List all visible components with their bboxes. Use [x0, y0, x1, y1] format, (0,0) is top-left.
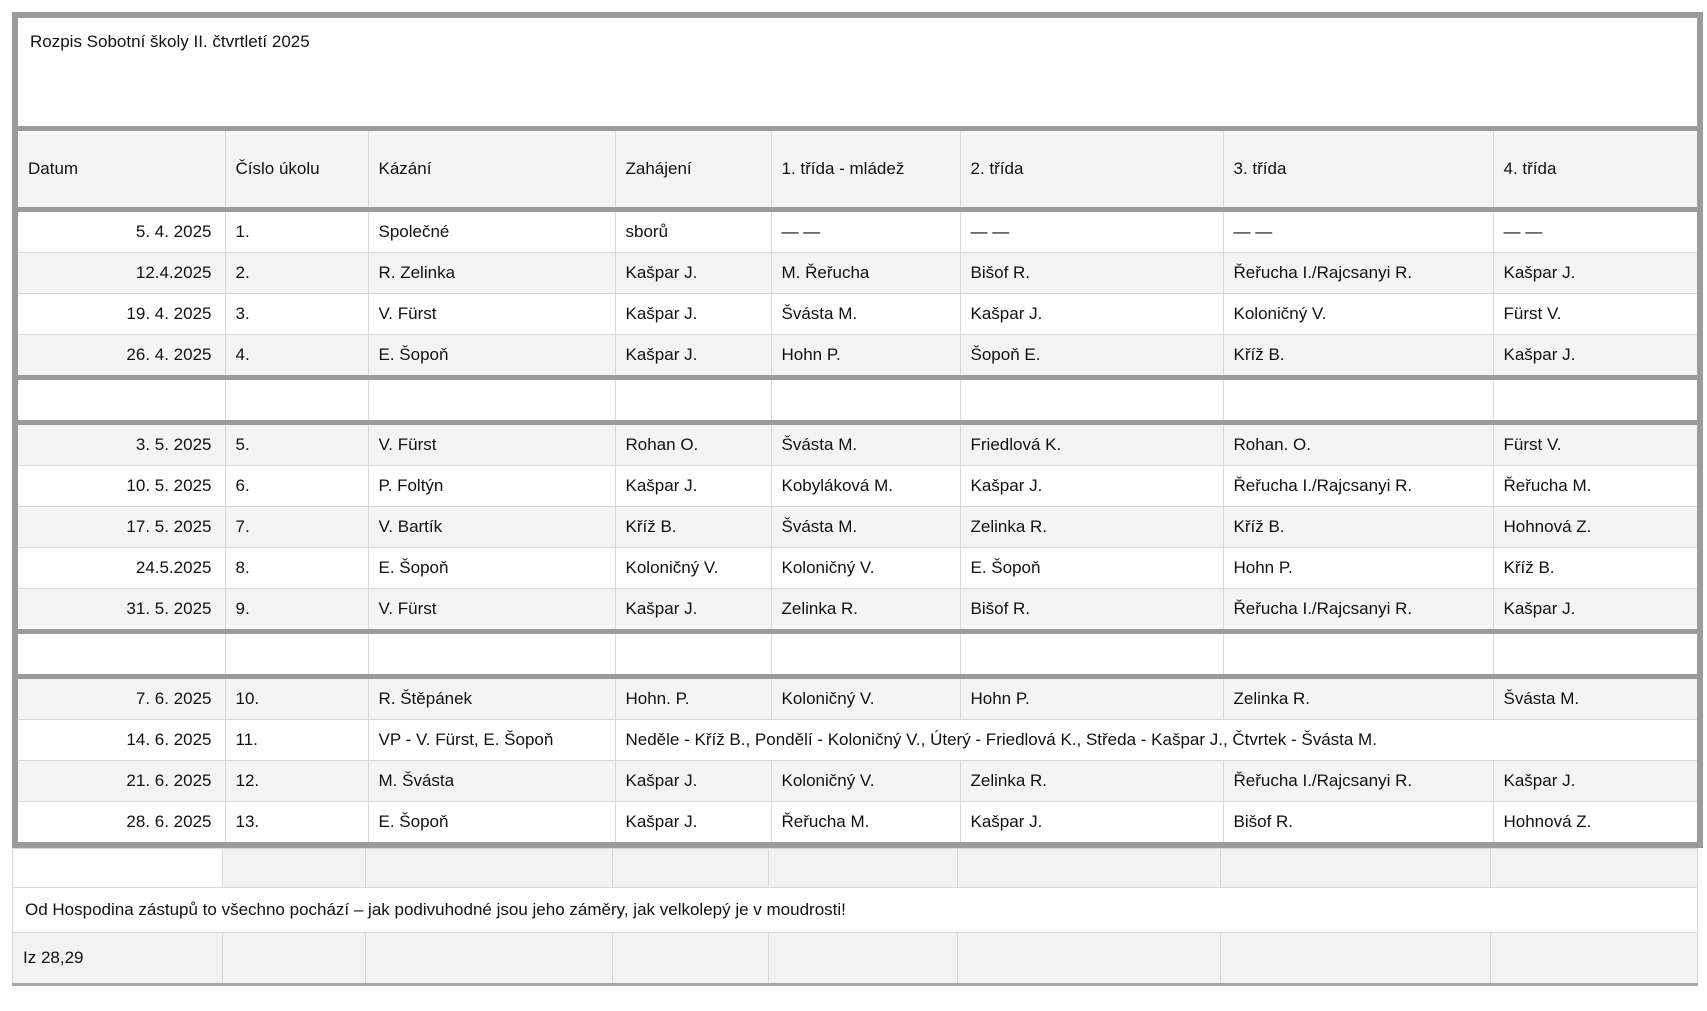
assignment-cell: Hohn P. — [960, 677, 1223, 720]
date-cell: 10. 5. 2025 — [15, 466, 225, 507]
separator-cell — [615, 632, 771, 677]
assignment-cell: Kříž B. — [615, 507, 771, 548]
table-row — [15, 507, 1700, 548]
table-row — [15, 548, 1700, 589]
separator-cell — [960, 378, 1223, 423]
assignment-cell: Hohnová Z. — [1493, 507, 1700, 548]
assignment-cell: Friedlová K. — [960, 423, 1223, 466]
date-cell: 12.4.2025 — [15, 253, 225, 294]
date-cell: 17. 5. 2025 — [15, 507, 225, 548]
verse-text: Od Hospodina zástupů to všechno pochází – jak podivuhodné jsou jeho záměry, jak velkolepý je v moudrosti! — [13, 888, 1698, 933]
separator-cell — [1493, 632, 1700, 677]
assignment-cell: sborů — [615, 210, 771, 253]
assignment-cell: Kašpar J. — [615, 761, 771, 802]
footer-table — [12, 848, 1698, 986]
separator-cell — [225, 378, 368, 423]
separator-cell — [1493, 378, 1700, 423]
date-cell: 19. 4. 2025 — [15, 294, 225, 335]
assignment-cell: Zelinka R. — [960, 507, 1223, 548]
assignment-cell: Kašpar J. — [615, 335, 771, 378]
assignment-cell: Zelinka R. — [960, 761, 1223, 802]
assignment-cell: Kobyláková M. — [771, 466, 960, 507]
assignment-cell: Kašpar J. — [1493, 335, 1700, 378]
assignment-cell: Kašpar J. — [615, 589, 771, 632]
assignment-cell: Kašpar J. — [1493, 761, 1700, 802]
table-row — [15, 294, 1700, 335]
separator-cell — [225, 632, 368, 677]
assignment-cell: Bišof R. — [960, 589, 1223, 632]
table-row — [15, 253, 1700, 294]
sermon-cell: P. Foltýn — [368, 466, 615, 507]
date-cell: 7. 6. 2025 — [15, 677, 225, 720]
column-header: Kázání — [368, 129, 615, 210]
assignment-cell: Kříž B. — [1223, 335, 1493, 378]
lesson-number-cell: 11. — [225, 720, 368, 761]
lesson-number-cell: 4. — [225, 335, 368, 378]
assignment-cell: Bišof R. — [960, 253, 1223, 294]
assignment-cell: Koloničný V. — [771, 677, 960, 720]
table-row — [15, 720, 1700, 761]
lesson-number-cell: 3. — [225, 294, 368, 335]
sermon-cell: V. Bartík — [368, 507, 615, 548]
sermon-cell: E. Šopoň — [368, 548, 615, 589]
column-header: 2. třída — [960, 129, 1223, 210]
assignment-cell: Řeřucha I./Rajcsanyi R. — [1223, 253, 1493, 294]
assignment-cell: Kašpar J. — [615, 294, 771, 335]
assignment-cell: — — — [960, 210, 1223, 253]
blank-cell — [1491, 933, 1698, 985]
separator-cell — [615, 378, 771, 423]
assignment-cell: Řeřucha M. — [771, 802, 960, 846]
assignment-cell: Kašpar J. — [615, 253, 771, 294]
table-row — [15, 677, 1700, 720]
assignment-cell: Kříž B. — [1223, 507, 1493, 548]
date-cell: 24.5.2025 — [15, 548, 225, 589]
sermon-cell: E. Šopoň — [368, 335, 615, 378]
blank-row — [13, 849, 1698, 888]
separator-cell — [771, 378, 960, 423]
date-cell: 3. 5. 2025 — [15, 423, 225, 466]
verse-row — [13, 888, 1698, 933]
assignment-cell: Řeřucha I./Rajcsanyi R. — [1223, 589, 1493, 632]
separator-cell — [368, 378, 615, 423]
table-row — [15, 335, 1700, 378]
assignment-cell: Zelinka R. — [771, 589, 960, 632]
sermon-cell: R. Štěpánek — [368, 677, 615, 720]
assignment-cell: Hohnová Z. — [1493, 802, 1700, 846]
assignment-cell: — — — [1223, 210, 1493, 253]
lesson-number-cell: 8. — [225, 548, 368, 589]
assignment-cell: Švásta M. — [771, 294, 960, 335]
sermon-cell: Společné — [368, 210, 615, 253]
blank-cell — [769, 849, 958, 888]
assignment-cell: Kašpar J. — [1493, 589, 1700, 632]
assignment-cell: Hohn P. — [771, 335, 960, 378]
assignment-cell: Koloničný V. — [771, 548, 960, 589]
assignment-cell: — — — [1493, 210, 1700, 253]
blank-cell — [366, 849, 613, 888]
lesson-number-cell: 9. — [225, 589, 368, 632]
assignment-cell: Kašpar J. — [960, 294, 1223, 335]
table-row — [15, 761, 1700, 802]
sermon-cell: VP - V. Fürst, E. Šopoň — [368, 720, 615, 761]
date-cell: 28. 6. 2025 — [15, 802, 225, 846]
lesson-number-cell: 7. — [225, 507, 368, 548]
verse-reference: Iz 28,29 — [13, 933, 223, 985]
blank-cell — [958, 933, 1221, 985]
blank-cell — [769, 933, 958, 985]
page-title: Rozpis Sobotní školy II. čtvrtletí 2025 — [15, 15, 1700, 129]
date-cell: 26. 4. 2025 — [15, 335, 225, 378]
separator-cell — [15, 632, 225, 677]
lesson-number-cell: 1. — [225, 210, 368, 253]
column-header: 1. třída - mládež — [771, 129, 960, 210]
assignment-cell: Švásta M. — [1493, 677, 1700, 720]
sermon-cell: R. Zelinka — [368, 253, 615, 294]
blank-cell — [1221, 933, 1491, 985]
blank-cell — [613, 849, 769, 888]
week-assignments-cell: Neděle - Kříž B., Pondělí - Koloničný V., Úterý - Friedlová K., Středa - Kašpar J., Čtvrtek - Švásta M. — [615, 720, 1700, 761]
assignment-cell: Rohan O. — [615, 423, 771, 466]
blank-cell — [613, 933, 769, 985]
reference-row — [13, 933, 1698, 985]
blank-cell — [223, 849, 366, 888]
separator-cell — [15, 378, 225, 423]
assignment-cell: Koloničný V. — [615, 548, 771, 589]
assignment-cell: Kašpar J. — [615, 802, 771, 846]
column-header: 4. třída — [1493, 129, 1700, 210]
assignment-cell: Koloničný V. — [771, 761, 960, 802]
assignment-cell: Kříž B. — [1493, 548, 1700, 589]
table-row — [15, 210, 1700, 253]
column-header: Datum — [15, 129, 225, 210]
date-cell: 31. 5. 2025 — [15, 589, 225, 632]
sermon-cell: V. Fürst — [368, 589, 615, 632]
assignment-cell: Fürst V. — [1493, 423, 1700, 466]
blank-cell — [223, 933, 366, 985]
blank-cell — [958, 849, 1221, 888]
assignment-cell: E. Šopoň — [960, 548, 1223, 589]
assignment-cell: Bišof R. — [1223, 802, 1493, 846]
sermon-cell: V. Fürst — [368, 423, 615, 466]
assignment-cell: Hohn. P. — [615, 677, 771, 720]
schedule-table — [12, 12, 1703, 848]
lesson-number-cell: 12. — [225, 761, 368, 802]
blank-cell — [1221, 849, 1491, 888]
assignment-cell: Koloničný V. — [1223, 294, 1493, 335]
separator-cell — [771, 632, 960, 677]
assignment-cell: Řeřucha I./Rajcsanyi R. — [1223, 466, 1493, 507]
lesson-number-cell: 5. — [225, 423, 368, 466]
assignment-cell: Šopoň E. — [960, 335, 1223, 378]
title-row — [15, 15, 1700, 129]
assignment-cell: M. Řeřucha — [771, 253, 960, 294]
separator-cell — [960, 632, 1223, 677]
lesson-number-cell: 2. — [225, 253, 368, 294]
lesson-number-cell: 13. — [225, 802, 368, 846]
assignment-cell: Kašpar J. — [960, 802, 1223, 846]
assignment-cell: Řeřucha M. — [1493, 466, 1700, 507]
date-cell: 5. 4. 2025 — [15, 210, 225, 253]
assignment-cell: Fürst V. — [1493, 294, 1700, 335]
assignment-cell: — — — [771, 210, 960, 253]
assignment-cell: Švásta M. — [771, 423, 960, 466]
column-header: 3. třída — [1223, 129, 1493, 210]
table-row — [15, 589, 1700, 632]
column-header: Zahájení — [615, 129, 771, 210]
assignment-cell: Zelinka R. — [1223, 677, 1493, 720]
assignment-cell: Švásta M. — [771, 507, 960, 548]
separator-cell — [368, 632, 615, 677]
assignment-cell: Hohn P. — [1223, 548, 1493, 589]
date-cell: 14. 6. 2025 — [15, 720, 225, 761]
lesson-number-cell: 6. — [225, 466, 368, 507]
blank-cell — [13, 849, 223, 888]
sermon-cell: E. Šopoň — [368, 802, 615, 846]
column-header: Číslo úkolu — [225, 129, 368, 210]
assignment-cell: Kašpar J. — [615, 466, 771, 507]
separator-row — [15, 378, 1700, 423]
date-cell: 21. 6. 2025 — [15, 761, 225, 802]
table-row — [15, 423, 1700, 466]
table-row — [15, 802, 1700, 846]
separator-cell — [1223, 632, 1493, 677]
blank-cell — [366, 933, 613, 985]
column-header-row — [15, 129, 1700, 210]
assignment-cell: Kašpar J. — [1493, 253, 1700, 294]
assignment-cell: Rohan. O. — [1223, 423, 1493, 466]
sermon-cell: M. Švásta — [368, 761, 615, 802]
blank-cell — [1491, 849, 1698, 888]
separator-cell — [1223, 378, 1493, 423]
sermon-cell: V. Fürst — [368, 294, 615, 335]
table-row — [15, 466, 1700, 507]
assignment-cell: Řeřucha I./Rajcsanyi R. — [1223, 761, 1493, 802]
separator-row — [15, 632, 1700, 677]
assignment-cell: Kašpar J. — [960, 466, 1223, 507]
lesson-number-cell: 10. — [225, 677, 368, 720]
